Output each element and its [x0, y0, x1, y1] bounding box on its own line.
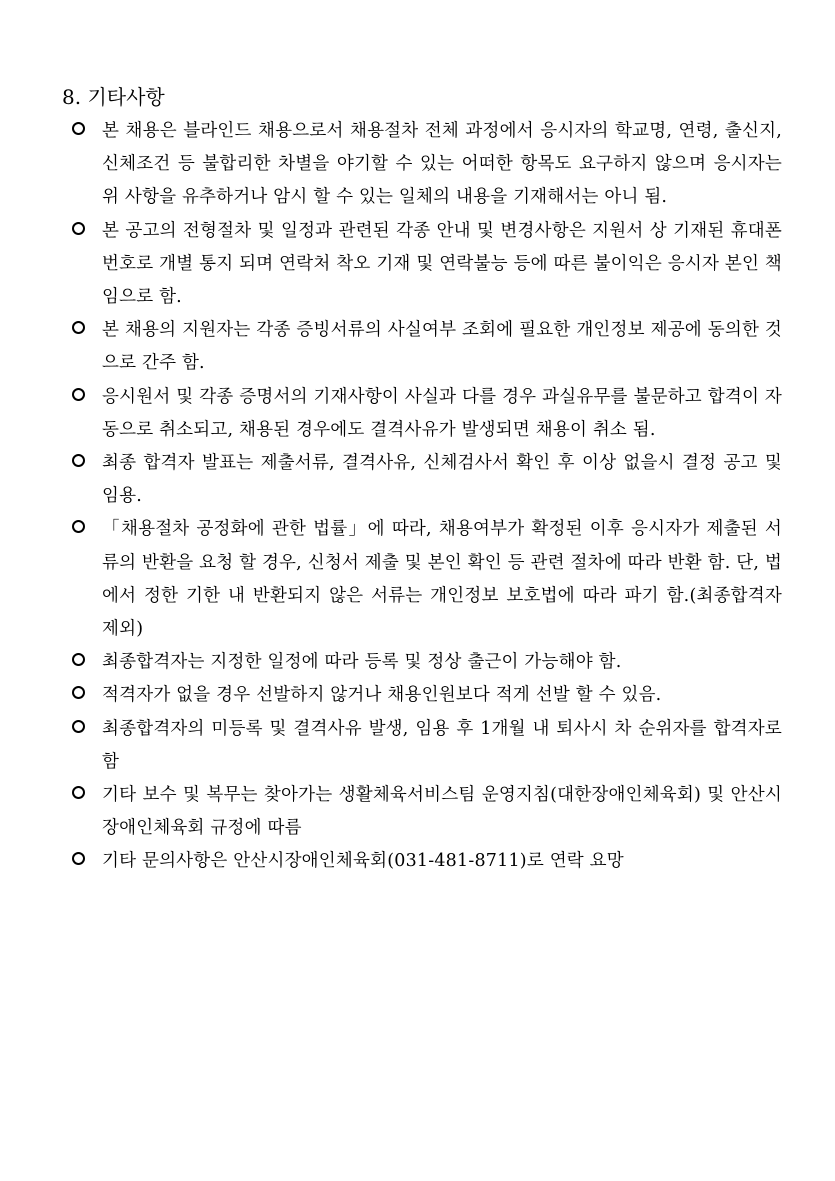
list-item-text: 본 공고의 전형절차 및 일정과 관련된 각종 안내 및 변경사항은 지원서 상 기재된 휴대폰번호로 개별 통지 되며 연락처 착오 기재 및 연락불능 등에 따른 불이익은 응시자 본인 책임으로 함.	[102, 220, 782, 308]
list-item-text: 응시원서 및 각종 증명서의 기재사항이 사실과 다를 경우 과실유무를 불문하고 합격이 자동으로 취소되고, 채용된 경우에도 결격사유가 발생되면 채용이 취소 됨.	[102, 386, 782, 440]
list-item	[72, 447, 782, 513]
list-item-text: 본 채용은 블라인드 채용으로서 채용절차 전체 과정에서 응시자의 학교명, 연령, 출신지, 신체조건 등 불합리한 차별을 야기할 수 있는 어떠한 항목도 요구하지 않으며 응시자는 위 사항을 유추하거나 암시 할 수 있는 일체의 내용을 기재해서는 아니 됨.	[102, 121, 782, 208]
circle-bullet-icon	[72, 786, 85, 799]
list-item	[72, 845, 782, 878]
section-title: 8. 기타사항	[62, 85, 165, 109]
list-item-text: 기타 보수 및 복무는 찾아가는 생활체육서비스팀 운영지침(대한장애인체육회) 및 안산시장애인체육회 규정에 따름	[102, 785, 782, 839]
list-item-text: 최종합격자는 지정한 일정에 따라 등록 및 정상 출근이 가능해야 함.	[102, 652, 622, 673]
list-item	[72, 713, 782, 779]
circle-bullet-icon	[72, 520, 85, 533]
list-item-text: 최종 합격자 발표는 제출서류, 결격사유, 신체검사서 확인 후 이상 없을시 결정 공고 및 임용.	[102, 453, 782, 507]
list-item	[72, 115, 782, 215]
notice-list	[72, 115, 782, 879]
circle-bullet-icon	[72, 653, 85, 666]
circle-bullet-icon	[72, 686, 85, 699]
list-item-text: 「채용절차 공정화에 관한 법률」에 따라, 채용여부가 확정된 이후 응시자가 제출된 서류의 반환을 요청 할 경우, 신청서 제출 및 본인 확인 등 관련 절차에 따라 반환 함. 단, 법에서 정한 기한 내 반환되지 않은 서류는 개인정보 보호법에 따라 파기 함.(최종합격자 제외)	[102, 519, 782, 640]
circle-bullet-icon	[72, 852, 85, 865]
list-item	[72, 679, 782, 712]
circle-bullet-icon	[72, 720, 85, 733]
circle-bullet-icon	[72, 222, 85, 235]
list-item-text: 최종합격자의 미등록 및 결격사유 발생, 임용 후 1개월 내 퇴사시 차 순위자를 합격자로 함	[102, 718, 782, 772]
circle-bullet-icon	[72, 388, 85, 401]
list-item	[72, 314, 782, 380]
list-item	[72, 381, 782, 447]
circle-bullet-icon	[72, 454, 85, 467]
list-item-text: 본 채용의 지원자는 각종 증빙서류의 사실여부 조회에 필요한 개인정보 제공에 동의한 것으로 간주 함.	[102, 320, 782, 374]
circle-bullet-icon	[72, 321, 85, 334]
list-item	[72, 513, 782, 646]
list-item-text: 적격자가 없을 경우 선발하지 않거나 채용인원보다 적게 선발 할 수 있음.	[102, 685, 662, 706]
list-item-text: 기타 문의사항은 안산시장애인체육회(031-481-8711)로 연락 요망	[102, 851, 624, 872]
list-item	[72, 779, 782, 845]
list-item	[72, 646, 782, 679]
circle-bullet-icon	[72, 122, 85, 135]
list-item	[72, 215, 782, 315]
